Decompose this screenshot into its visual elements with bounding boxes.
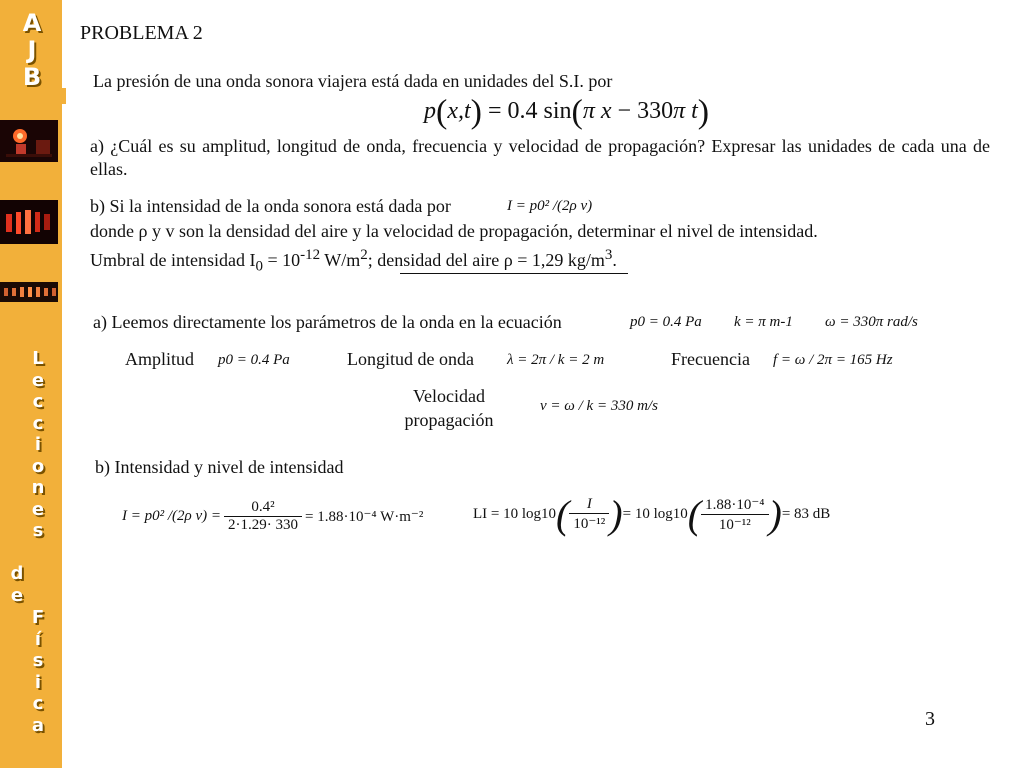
brand-accent [58,88,66,104]
sidebar-letter: e [31,369,45,391]
level-numerator-2: 1.88·10⁻⁴ [701,495,768,515]
intensity-lhs: I = p0² /(2ρ v) = [122,507,222,524]
sidebar-word-lecciones [10,348,66,542]
brand-letter: A [22,9,42,37]
divider [400,273,628,274]
part-b-formula: I = p0² /(2ρ v) [507,198,593,214]
part-b-donde: donde ρ y v son la densidad del aire y la velocidad de propagación, determinar el nivel de intensidad. [90,221,818,241]
equation-pi: π [582,98,595,124]
frecuencia-value: f = ω / 2π = 165 Hz [773,352,893,368]
sidebar-word-fisica [10,607,66,736]
page-number: 3 [925,708,935,730]
intensity-numerator: 0.4² [224,499,302,517]
intensity-result: = 1.88·10⁻⁴ W·m⁻² [305,508,424,525]
frecuencia-label: Frecuencia [671,349,750,369]
amplitud-value: p0 = 0.4 Pa [218,352,290,368]
solution-k: k = π m-1 [734,314,793,330]
solution-p0: p0 = 0.4 Pa [630,314,702,330]
page-title: PROBLEMA 2 [80,22,203,44]
sidebar-letter: a [31,714,45,736]
sidebar [0,0,62,768]
umbral-density-exp: 3 [604,247,613,263]
umbral-end: . [612,250,617,270]
brand-letter: J [27,36,37,64]
level-equation: LI = 10 log10 ( $\frac{I}{\text{10⁻¹²}}$ ) = 10 log10 ( $\frac{\text{1.88·10⁻⁴}}{\text{10⁻¹²}}$ ) = 83 dB [473,491,831,537]
longitud-value: λ = 2π / k = 2 m [507,352,605,368]
sidebar-letter: e [10,584,24,606]
longitud-label: Longitud de onda [347,349,474,369]
pressure-equation: p(x,t) = 0.4 sin(π x − 330π t) [424,93,710,131]
solution-a-intro: a) Leemos directamente los parámetros de la onda en la ecuación [93,312,562,332]
equation-amplitude: = 0.4 sin [487,98,572,124]
equation-omega: − 330 [617,98,674,124]
sidebar-letter: n [31,477,45,498]
velocidad-label-1: Velocidad [413,386,485,406]
sidebar-letter: i [34,671,42,693]
sidebar-thumbnail-spectrum [0,200,58,244]
level-mid: = 10 log10 [622,505,688,522]
sidebar-thumbnail-lamp [0,120,58,162]
sidebar-letter: s [32,520,44,541]
equation-x: x [600,98,612,124]
statement-intro: La presión de una onda sonora viajera está dada en unidades del S.I. por [93,71,613,91]
intensity-denominator: 2·1.29· 330 [228,516,299,533]
umbral-density: ; densidad del aire ρ = 1,29 kg/m [367,250,605,270]
solution-omega: ω = 330π rad/s [825,314,918,330]
amplitud-label: Amplitud [125,349,195,369]
equation-t: t [691,98,698,124]
umbral-sub: 0 [255,258,263,275]
part-a-question: a) ¿Cuál es su amplitud, longitud de onda, frecuencia y velocidad de propagación? Expresar las unidades de cada una de ellas. [90,136,990,179]
velocidad-label-2: propagación [404,410,494,430]
umbral-units-exp: 2 [360,247,368,263]
level-result: = 83 dB [781,505,831,522]
sidebar-letter: L [32,348,44,369]
intensity-equation [122,494,423,538]
sidebar-thumbnail-fringes [0,282,58,302]
umbral-exp: -12 [300,247,321,263]
solution-b-intro: b) Intensidad y nivel de intensidad [95,457,344,477]
sidebar-letter: í [34,628,42,650]
level-numerator-1: I [569,496,609,514]
umbral-units: W/m [320,250,361,270]
sidebar-letter: o [31,455,45,477]
sidebar-letter: F [31,607,45,628]
umbral-label: Umbral de intensidad I [90,250,256,270]
sidebar-letter: d [10,563,24,584]
sidebar-letter: e [31,498,45,520]
level-denominator-2: 10⁻¹² [718,516,751,533]
brand-logo [14,10,50,91]
sidebar-letter: c [32,693,44,714]
sidebar-letter: c [32,412,44,434]
level-lhs: LI = 10 log10 [473,505,557,522]
velocidad-value: v = ω / k = 330 m/s [540,398,658,414]
sidebar-word-de [0,563,34,606]
level-denominator-1: 10⁻¹² [573,515,606,532]
equation-vars: x,t [447,98,471,124]
part-b-text: b) Si la intensidad de la onda sonora está dada por [90,196,451,216]
sidebar-letter: s [32,650,44,671]
equation-lhs: p [424,98,436,124]
sidebar-letter: i [34,434,42,455]
sidebar-letter: c [32,391,44,412]
brand-letter: B [22,63,42,91]
umbral-eq: = 10 [262,250,301,270]
